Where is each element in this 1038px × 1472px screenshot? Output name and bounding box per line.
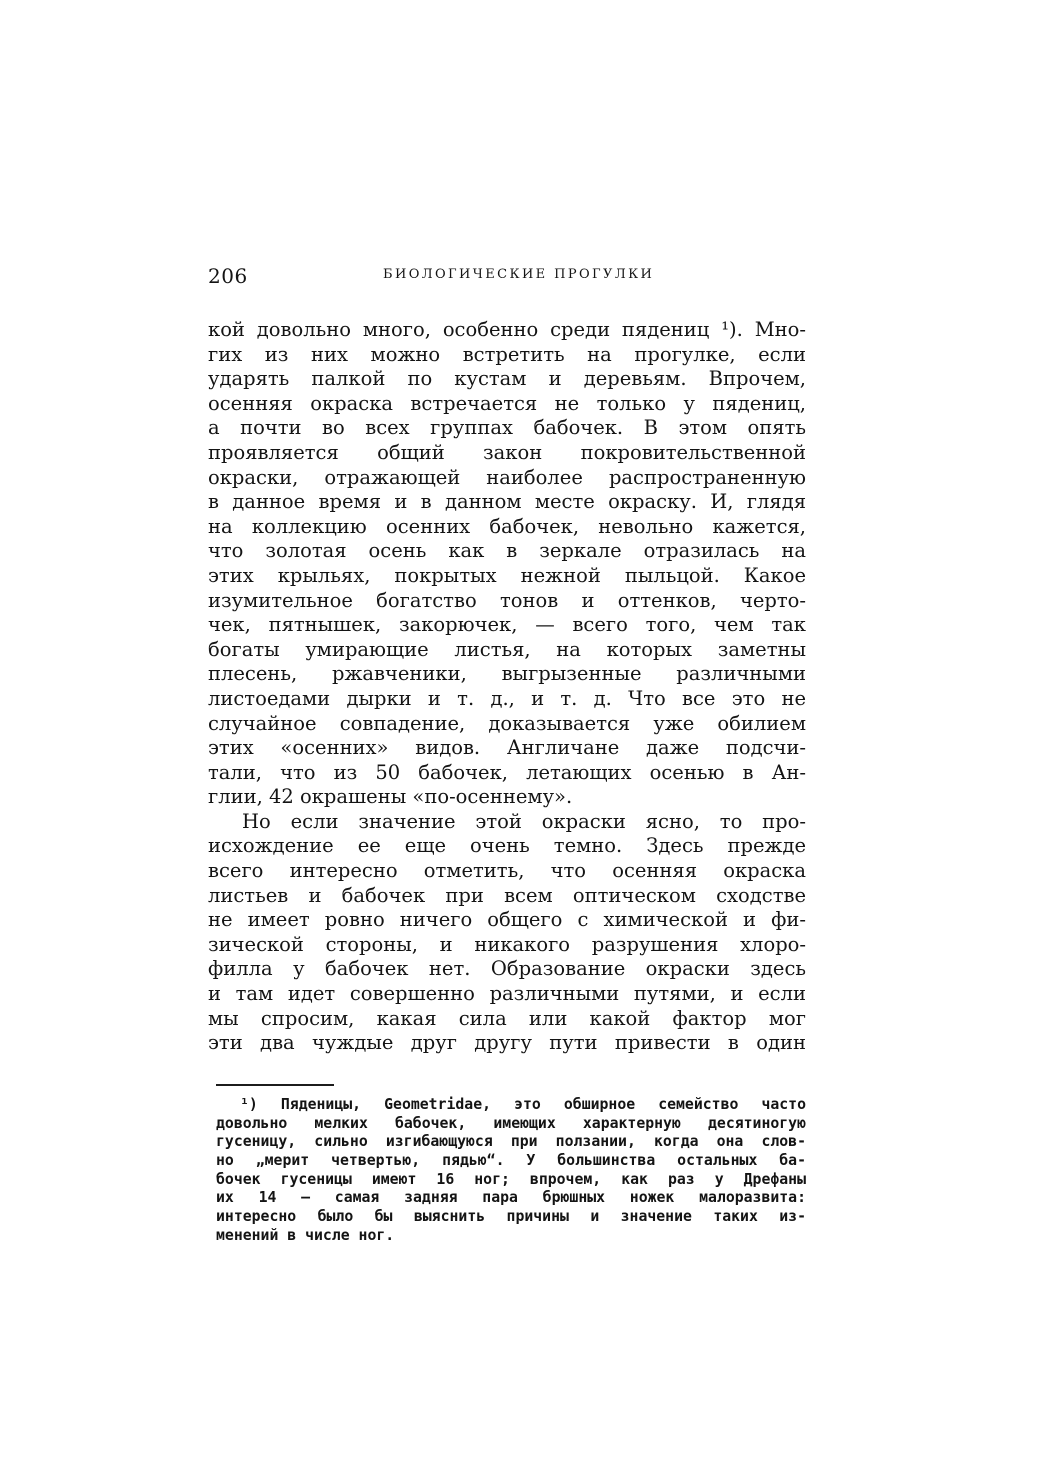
text-line: этих «осенних» видов. Англичане даже подсчи- <box>208 736 806 760</box>
text-line: глии, 42 окрашены «по-осеннему». <box>208 785 573 809</box>
footnote-line: но „мерит четвертью, пядью“. У большинства остальных ба- <box>216 1152 806 1170</box>
text-line: изумительное богатство тонов и оттенков, черто- <box>208 588 806 612</box>
footnote-line: довольно мелких бабочек, имеющих характерную десятиногую <box>216 1114 806 1132</box>
text-line: тали, что из 50 бабочек, летающих осенью в Ан- <box>208 760 806 784</box>
text-line: листьев и бабочек при всем оптическом сходстве <box>208 883 806 907</box>
text-line: не имеет ровно ничего общего с химической и фи- <box>208 908 806 932</box>
footnote <box>216 1096 806 1246</box>
text-line: а почти во всех группах бабочек. В этом опять <box>208 416 806 440</box>
text-line: мы спросим, какая сила или какой фактор мог <box>208 1006 806 1030</box>
body-text <box>208 318 806 1056</box>
text-line: ударять палкой по кустам и деревьям. Впрочем, <box>208 367 806 391</box>
text-line: гих из них можно встретить на прогулке, если <box>208 342 806 366</box>
text-line: осенняя окраска встречается не только у пядениц, <box>208 391 806 415</box>
text-line: богаты умирающие листья, на которых заметны <box>208 637 806 661</box>
text-line: эти два чуждые друг другу пути привести в один <box>208 1031 806 1055</box>
text-line: кой довольно много, особенно среди пядениц ¹). Мно- <box>208 318 806 341</box>
text-line: плесень, ржавченики, выгрызенные различными <box>208 662 806 686</box>
footnote-divider <box>216 1084 334 1086</box>
text-line: в данное время и в данном месте окраску. И, глядя <box>208 490 806 514</box>
text-line: Но если значение этой окраски ясно, то про- <box>242 809 806 833</box>
text-line: филла у бабочек нет. Образование окраски здесь <box>208 957 806 981</box>
text-line: исхождение ее еще очень темно. Здесь прежде <box>208 834 806 858</box>
text-line: этих крыльях, покрытых нежной пыльцой. Какое <box>208 563 806 587</box>
footnote-line: интересно было бы выяснить причины и значение таких из- <box>216 1208 806 1226</box>
text-line: окраски, отражающей наиболее распространенную <box>208 465 806 489</box>
running-title: БИОЛОГИЧЕСКИЕ ПРОГУЛКИ <box>383 267 655 282</box>
footnote-line: бочек гусеницы имеют 16 ног; впрочем, как раз у Дрефаны <box>216 1170 806 1188</box>
text-line: и там идет совершенно различными путями, и если <box>208 982 806 1006</box>
text-line: чек, пятнышек, закорючек, — всего того, чем так <box>208 613 806 637</box>
text-line: листоедами дырки и т. д., и т. д. Что все это не <box>208 686 806 710</box>
page-number: 206 <box>208 264 248 288</box>
text-line: зической стороны, и никакого разрушения хлоро- <box>208 932 806 956</box>
text-line: случайное совпадение, доказывается уже обилием <box>208 711 806 735</box>
page-header <box>208 264 808 288</box>
text-line: проявляется общий закон покровительственной <box>208 440 806 464</box>
text-line: всего интересно отметить, что осенняя окраска <box>208 859 806 883</box>
text-line: на коллекцию осенних бабочек, невольно кажется, <box>208 514 806 538</box>
footnote-line: менений в числе ног. <box>216 1226 395 1244</box>
text-line: что золотая осень как в зеркале отразилась на <box>208 539 806 563</box>
footnote-line: их 14 — самая задняя пара брюшных ножек малоразвита: <box>216 1189 806 1207</box>
footnote-line: гусеницу, сильно изгибающуюся при ползании, когда она слов- <box>216 1133 806 1151</box>
footnote-line: ¹) Пяденицы, Geometridae, это обширное семейство часто <box>240 1096 806 1113</box>
